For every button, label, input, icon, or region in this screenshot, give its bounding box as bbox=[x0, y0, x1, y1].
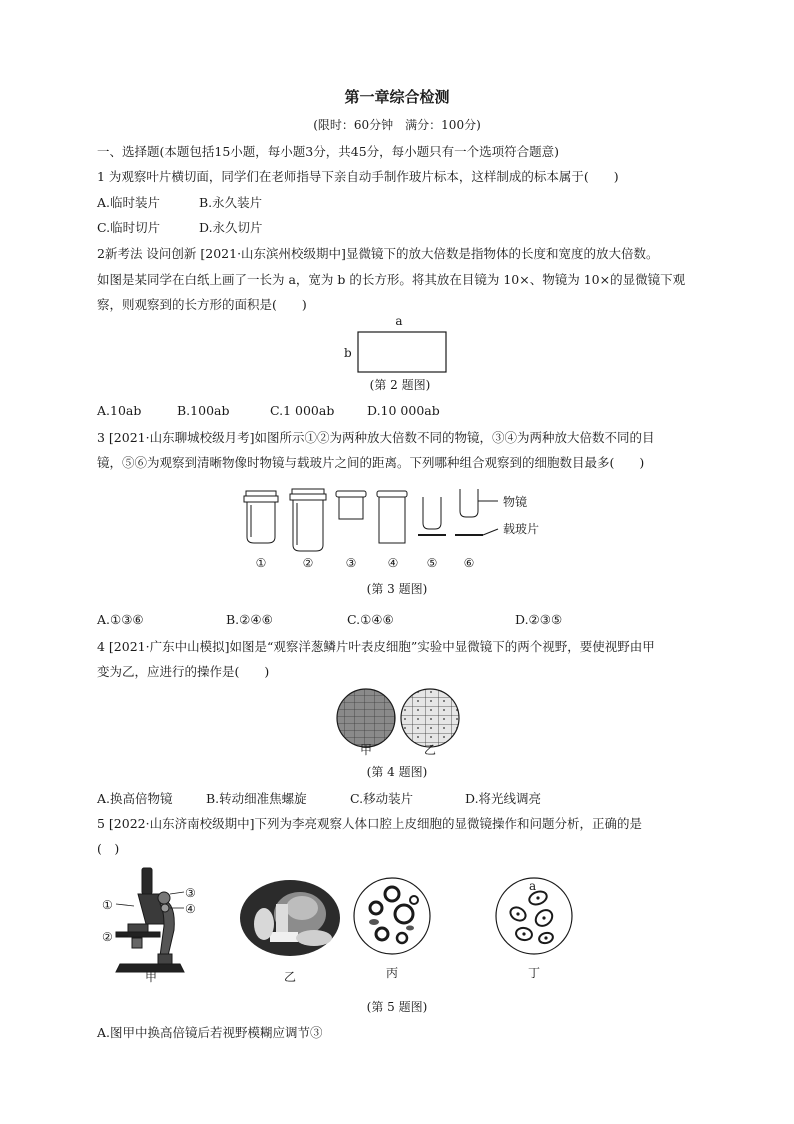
scope-label-4: ④ bbox=[185, 902, 196, 916]
q3-label-3: ③ bbox=[345, 556, 357, 570]
q4-stem-line1: 4 [2021·广东中山模拟]如图是“观察洋葱鳞片叶表皮细胞”实验中显微镜下的两个视野，要使视野由甲 bbox=[97, 639, 655, 654]
q4-field-of-view-figure bbox=[334, 688, 464, 756]
q3-stem-line2: 镜，⑤⑥为观察到清晰物像时物镜与载玻片之间的距离。下列哪种组合观察到的细胞数目最多( ) bbox=[97, 455, 645, 470]
q3-label-6: ⑥ bbox=[463, 556, 475, 570]
q5-view-ding bbox=[494, 876, 574, 956]
q5-photo-figure bbox=[240, 878, 340, 958]
q5-label-yi: 乙 bbox=[283, 970, 296, 984]
q2-caption: (第 2 题图) bbox=[369, 378, 431, 392]
q3-stem-line1: 3 [2021·山东聊城校级月考]如图所示①②为两种放大倍数不同的物镜，③④为两种放大倍数不同的目 bbox=[97, 430, 655, 445]
q5-label-jia: 甲 bbox=[144, 970, 157, 984]
q4-label-yi: 乙 bbox=[423, 743, 437, 757]
scope-label-1: ① bbox=[102, 898, 113, 912]
q3-option-b: B.②④⑥ bbox=[226, 612, 273, 627]
q1-option-d: D.永久切片 bbox=[199, 220, 263, 235]
q4-caption: (第 4 题图) bbox=[366, 765, 428, 779]
q4-option-c: C.移动装片 bbox=[350, 791, 414, 806]
q2-stem-line2: 如图是某同学在白纸上画了一长为 a，宽为 b 的长方形。将其放在目镜为 10×、物镜为 10×的显微镜下观 bbox=[97, 272, 686, 287]
q5-option-a: A.图甲中换高倍镜后若视野模糊应调节③ bbox=[97, 1025, 323, 1040]
q3-label-4: ④ bbox=[387, 556, 399, 570]
q3-option-a: A.①③⑥ bbox=[97, 612, 144, 627]
distance-5 bbox=[418, 497, 446, 535]
q1-stem: 1 为观察叶片横切面，同学们在老师指导下亲自动手制作玻片标本，这样制成的标本属于( ) bbox=[97, 169, 619, 184]
distance-6 bbox=[455, 489, 498, 535]
q1-option-c: C.临时切片 bbox=[97, 220, 161, 235]
q1-option-a: A.临时装片 bbox=[97, 195, 161, 210]
eyepiece-4 bbox=[377, 491, 407, 543]
view-jia bbox=[337, 689, 395, 747]
label-slide: 载玻片 bbox=[503, 522, 540, 536]
eyepiece-3 bbox=[336, 491, 366, 519]
q2-option-b: B.100ab bbox=[177, 403, 230, 418]
scope-label-2: ② bbox=[102, 930, 113, 944]
q3-lens-figure bbox=[238, 485, 568, 575]
q5-view-bing bbox=[352, 876, 432, 956]
section-heading: 一、选择题(本题包括15小题，每小题3分，共45分，每小题只有一个选项符合题意) bbox=[97, 144, 560, 159]
q3-label-2: ② bbox=[302, 556, 314, 570]
q5-stem-line2: ( ) bbox=[97, 841, 120, 856]
q2-label-a: a bbox=[395, 314, 403, 328]
q3-label-1: ① bbox=[255, 556, 267, 570]
objective-lens-2 bbox=[290, 489, 326, 551]
q4-option-d: D.将光线调亮 bbox=[465, 791, 542, 806]
q2-stem-line1: 2新考法 设问创新 [2021·山东滨州校级期中]显微镜下的放大倍数是指物体的长度和宽度的放大倍数。 bbox=[97, 246, 659, 261]
q4-option-b: B.转动细准焦螺旋 bbox=[206, 791, 307, 806]
eyepiece-tube bbox=[142, 868, 152, 894]
q5-stem-line1: 5 [2022·山东济南校级期中]下列为李亮观察人体口腔上皮细胞的显微镜操作和问题分析，正确的是 bbox=[97, 816, 642, 831]
q5-label-ding: 丁 bbox=[527, 966, 540, 980]
q5-microscope-figure bbox=[98, 864, 208, 984]
q2-option-a: A.10ab bbox=[97, 403, 142, 418]
q5-caption: (第 5 题图) bbox=[366, 1000, 428, 1014]
q1-option-b: B.永久装片 bbox=[199, 195, 263, 210]
q4-option-a: A.换高倍物镜 bbox=[97, 791, 173, 806]
q5-ding-label-a: a bbox=[529, 879, 537, 893]
q2-rectangle-figure bbox=[340, 312, 460, 378]
q4-label-jia: 甲 bbox=[359, 743, 373, 757]
q3-option-c: C.①④⑥ bbox=[347, 612, 394, 627]
exam-info: (限时：60分钟 满分：100分) bbox=[313, 118, 481, 132]
q3-label-5: ⑤ bbox=[426, 556, 438, 570]
q3-option-d: D.②③⑤ bbox=[515, 612, 563, 627]
q5-label-bing: 丙 bbox=[385, 966, 398, 980]
q3-caption: (第 3 题图) bbox=[366, 582, 428, 596]
scope-label-3: ③ bbox=[185, 886, 196, 900]
q2-option-d: D.10 000ab bbox=[367, 403, 440, 418]
q2-label-b: b bbox=[344, 346, 352, 360]
q4-stem-line2: 变为乙，应进行的操作是( ) bbox=[97, 664, 270, 679]
q2-stem-line3: 察，则观察到的长方形的面积是( ) bbox=[97, 297, 307, 312]
label-objective: 物镜 bbox=[503, 495, 528, 509]
q2-option-c: C.1 000ab bbox=[270, 403, 335, 418]
coarse-knob bbox=[158, 892, 170, 904]
page-title: 第一章综合检测 bbox=[344, 88, 450, 106]
objective-lens-1 bbox=[244, 491, 278, 543]
view-yi bbox=[401, 689, 459, 747]
